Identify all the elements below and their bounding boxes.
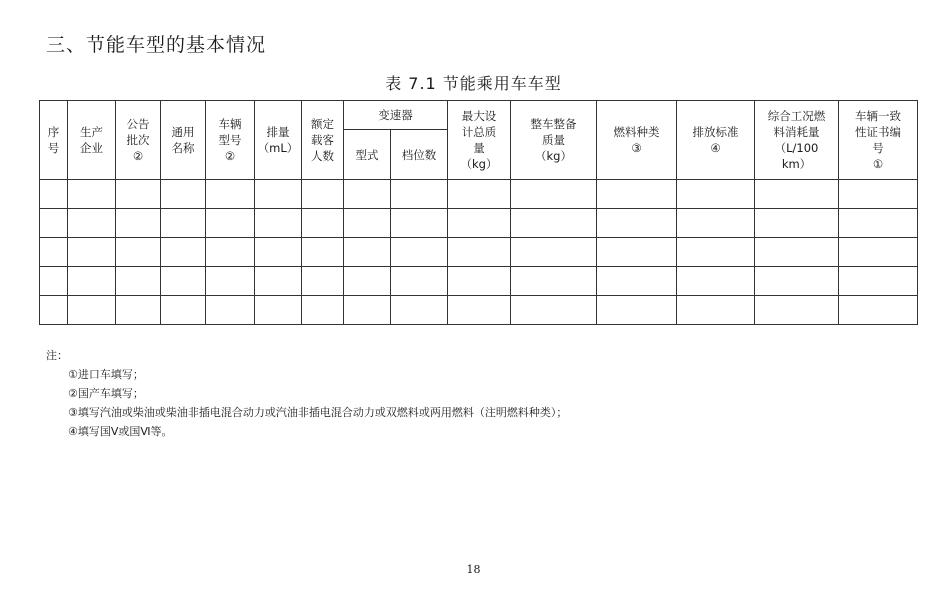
table-cell bbox=[448, 238, 511, 267]
col-header-seats: 额定 载客 人数 bbox=[302, 101, 344, 180]
table-cell bbox=[597, 296, 677, 325]
table-cell bbox=[677, 209, 755, 238]
col-header-curb-mass: 整车整备 质量 （kg） bbox=[511, 101, 597, 180]
table-cell bbox=[206, 209, 255, 238]
table-cell bbox=[68, 209, 116, 238]
table-cell bbox=[40, 296, 68, 325]
col-header-fuel-consumption: 综合工况燃 料消耗量 （L/100 km） bbox=[755, 101, 839, 180]
table-cell bbox=[255, 238, 302, 267]
table-cell bbox=[255, 180, 302, 209]
table-cell bbox=[597, 209, 677, 238]
note-item: ③填写汽油或柴油或柴油非插电混合动力或汽油非插电混合动力或双燃料或两用燃料（注明燃料种类）； bbox=[68, 406, 568, 419]
note-item: ②国产车填写； bbox=[68, 387, 144, 400]
col-header-max-mass: 最大设 计总质 量 （kg） bbox=[448, 101, 511, 180]
table-caption: 表 7.1 节能乘用车车型 bbox=[385, 74, 562, 93]
table-row bbox=[40, 238, 918, 267]
table-cell bbox=[839, 238, 918, 267]
table-cell bbox=[40, 180, 68, 209]
table-cell bbox=[448, 209, 511, 238]
table-cell bbox=[206, 238, 255, 267]
table-cell bbox=[255, 267, 302, 296]
table-cell bbox=[839, 209, 918, 238]
table-cell bbox=[68, 238, 116, 267]
col-header-displacement: 排量 （mL） bbox=[255, 101, 302, 180]
page-number: 18 bbox=[466, 563, 481, 576]
table-cell bbox=[839, 296, 918, 325]
col-header-emission: 排放标准 ④ bbox=[677, 101, 755, 180]
table-row bbox=[40, 296, 918, 325]
table-cell bbox=[448, 180, 511, 209]
notes bbox=[46, 346, 567, 441]
table-cell bbox=[391, 238, 448, 267]
table-cell bbox=[344, 209, 391, 238]
note-item: ④填写国Ⅴ或国Ⅵ等。 bbox=[68, 425, 173, 438]
table-cell bbox=[839, 180, 918, 209]
table-cell bbox=[116, 296, 161, 325]
table-cell bbox=[68, 180, 116, 209]
table-cell bbox=[206, 267, 255, 296]
table-cell bbox=[511, 238, 597, 267]
notes-title: 注： bbox=[46, 349, 68, 362]
table-cell bbox=[839, 267, 918, 296]
table-cell bbox=[677, 296, 755, 325]
table-cell bbox=[344, 267, 391, 296]
col-header-manufacturer: 生产 企业 bbox=[68, 101, 116, 180]
col-header-cert-no: 车辆一致 性证书编 号 ① bbox=[839, 101, 918, 180]
table-cell bbox=[161, 267, 206, 296]
table-cell bbox=[677, 180, 755, 209]
table-cell bbox=[40, 209, 68, 238]
table-cell bbox=[255, 296, 302, 325]
note-item: ①进口车填写； bbox=[68, 368, 144, 381]
table-cell bbox=[116, 238, 161, 267]
table-cell bbox=[116, 180, 161, 209]
table-cell bbox=[161, 209, 206, 238]
table-cell bbox=[755, 238, 839, 267]
table-cell bbox=[302, 296, 344, 325]
table-cell bbox=[677, 267, 755, 296]
table-cell bbox=[206, 296, 255, 325]
table-cell bbox=[161, 238, 206, 267]
table-cell bbox=[161, 180, 206, 209]
table-cell bbox=[511, 180, 597, 209]
table-cell bbox=[40, 238, 68, 267]
table-cell bbox=[302, 267, 344, 296]
table-cell bbox=[597, 180, 677, 209]
table-cell bbox=[40, 267, 68, 296]
table-cell bbox=[511, 267, 597, 296]
table-cell bbox=[677, 238, 755, 267]
table-cell bbox=[206, 180, 255, 209]
section-heading: 三、节能车型的基本情况 bbox=[46, 34, 267, 56]
table-cell bbox=[391, 180, 448, 209]
table-cell bbox=[302, 180, 344, 209]
col-header-trans-gears: 档位数 bbox=[391, 130, 448, 180]
col-header-fuel-type: 燃料种类 ③ bbox=[597, 101, 677, 180]
col-header-common-name: 通用 名称 bbox=[161, 101, 206, 180]
table-row bbox=[40, 267, 918, 296]
table-cell bbox=[597, 267, 677, 296]
table-cell bbox=[511, 296, 597, 325]
table-cell bbox=[391, 209, 448, 238]
col-header-transmission: 变速器 bbox=[344, 101, 448, 130]
table-cell bbox=[68, 296, 116, 325]
table-cell bbox=[116, 267, 161, 296]
table-cell bbox=[391, 267, 448, 296]
table-cell bbox=[755, 296, 839, 325]
table-cell bbox=[448, 267, 511, 296]
table-cell bbox=[344, 238, 391, 267]
table-cell bbox=[344, 296, 391, 325]
table-cell bbox=[511, 209, 597, 238]
table-cell bbox=[448, 296, 511, 325]
table-cell bbox=[302, 209, 344, 238]
table-cell bbox=[161, 296, 206, 325]
table-cell bbox=[116, 209, 161, 238]
table-cell bbox=[255, 209, 302, 238]
vehicle-model-table bbox=[39, 100, 918, 325]
col-header-seq: 序 号 bbox=[40, 101, 68, 180]
table-cell bbox=[344, 180, 391, 209]
table-cell bbox=[755, 267, 839, 296]
col-header-batch: 公告 批次 ② bbox=[116, 101, 161, 180]
col-header-trans-type: 型式 bbox=[344, 130, 391, 180]
table-cell bbox=[68, 267, 116, 296]
table-cell bbox=[391, 296, 448, 325]
col-header-model: 车辆 型号 ② bbox=[206, 101, 255, 180]
table-cell bbox=[755, 180, 839, 209]
table-cell bbox=[755, 209, 839, 238]
table-cell bbox=[302, 238, 344, 267]
table-row bbox=[40, 209, 918, 238]
table-row bbox=[40, 180, 918, 209]
table-cell bbox=[597, 238, 677, 267]
